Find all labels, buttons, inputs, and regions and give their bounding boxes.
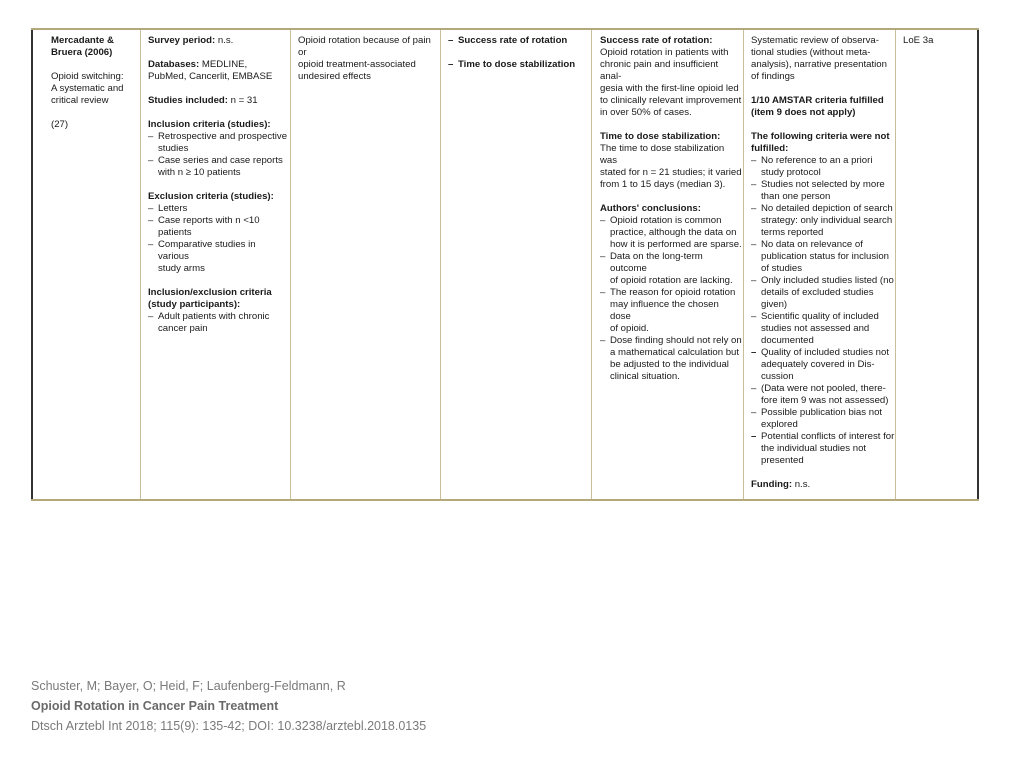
study-title: critical review [51,95,109,106]
results-heading: Authors' conclusions: [600,203,701,214]
survey-label: Survey period: [148,35,216,46]
databases-value: PubMed, Cancerlit, EMBASE [148,71,273,82]
list-item: – Success rate of rotation [448,35,590,47]
results-heading: Success rate of rotation: [600,35,713,46]
evidence-table [31,28,979,501]
funding-label: Funding: [751,479,793,490]
results-text: in over 50% of cases. [600,107,692,118]
funding-value: n.s. [792,479,811,490]
studies-included [148,95,288,107]
results-text: gesia with the first-line opioid led [600,83,739,94]
column-divider [591,30,592,499]
list-item: – Opioid rotation is common practice, although the data on how it is performed are sparse. [600,215,742,251]
list-item: – Data on the long-term outcome of opioid rotation are lacking. [600,251,742,287]
survey-period [148,35,288,47]
studies-value: n = 31 [227,95,258,106]
conclusions-list [600,215,742,383]
list-item: – Adult patients with chronic cancer pain [148,311,288,335]
participants-list [148,311,288,335]
participants-heading: Inclusion/exclusion criteria [148,287,272,298]
amstar-heading: (item 9 does not apply) [751,107,856,118]
results-text: chronic pain and insufficient anal- [600,59,719,82]
study-reference: (27) [51,119,69,130]
column-divider [895,30,896,499]
list-item: – Case reports with n <10 patients [148,215,288,239]
list-item: – Letters [148,203,288,215]
column-divider [440,30,441,499]
table-right-border [977,30,979,499]
methods-cell [148,35,288,335]
list-item: – The reason for opioid rotation may influence the chosen dose of opioid. [600,287,742,335]
list-item: – Comparative studies in various study arms [148,239,288,275]
quality-cell [751,35,895,491]
inclusion-list [148,131,288,179]
study-cell [51,35,139,131]
level-of-evidence: LoE 3a [903,35,934,46]
list-item: – Possible publication bias not explored [751,407,895,431]
list-item: – Scientific quality of included studies not assessed and documented [751,311,895,347]
list-item: – Time to dose stabilization [448,59,590,71]
results-text: to clinically relevant improvement [600,95,742,106]
criteria-heading: fulfilled: [751,143,789,154]
list-item: – Case series and case reports with n ≥ 10 patients [148,155,288,179]
inclusion-heading: Inclusion criteria (studies): [148,119,271,130]
list-item: – Quality of included studies not adequately covered in Dis- cussion [751,347,895,383]
criteria-list [751,155,895,467]
survey-value: n.s. [215,35,234,46]
results-text: from 1 to 15 days (median 3). [600,179,726,190]
amstar-heading: 1/10 AMSTAR criteria fulfilled [751,95,884,106]
funding [751,479,895,491]
footer-title: Opioid Rotation in Cancer Pain Treatment [31,699,279,713]
exclusion-heading: Exclusion criteria (studies): [148,191,274,202]
quality-text: of findings [751,71,795,82]
study-title: Opioid switching: [51,71,124,82]
participants-heading: (study participants): [148,299,241,310]
intervention-text: undesired effects [298,71,371,82]
quality-text: Systematic review of observa- [751,35,879,46]
outcomes-cell [448,35,590,71]
list-item: – Only included studies listed (no details of excluded studies given) [751,275,895,311]
results-cell [600,35,742,383]
list-item: – Retrospective and prospective studies [148,131,288,155]
column-divider [290,30,291,499]
list-item: – (Data were not pooled, there- fore item 9 was not assessed) [751,383,895,407]
list-item: – No reference to an a priori study protocol [751,155,895,179]
studies-label: Studies included: [148,95,228,106]
databases-label: Databases: [148,59,200,70]
outcomes-list [448,35,590,71]
results-text: stated for n = 21 studies; it varied [600,167,742,178]
table-left-border [31,30,33,499]
intervention-text: Opioid rotation because of pain or [298,35,431,58]
study-author: Bruera (2006) [51,47,113,58]
column-divider [140,30,141,499]
study-author: Mercadante & [51,35,114,46]
databases [148,59,288,71]
list-item: – No detailed depiction of search strategy: only individual search terms reported [751,203,895,239]
loe-cell [903,35,973,47]
list-item: – Potential conflicts of interest for the individual studies not presented [751,431,895,467]
databases-value: MEDLINE, [199,59,248,70]
quality-text: tional studies (without meta- [751,47,871,58]
column-divider [743,30,744,499]
results-text: The time to dose stabilization was [600,143,725,166]
criteria-heading: The following criteria were not [751,131,890,142]
list-item: – Studies not selected by more than one person [751,179,895,203]
intervention-cell [298,35,440,83]
quality-text: analysis), narrative presentation [751,59,887,70]
intervention-text: opioid treatment-associated [298,59,416,70]
list-item: – No data on relevance of publication status for inclusion of studies [751,239,895,275]
study-title: A systematic and [51,83,124,94]
results-text: Opioid rotation in patients with [600,47,729,58]
footer-citation: Dtsch Arztebl Int 2018; 115(9): 135-42; DOI: 10.3238/arztebl.2018.0135 [31,719,427,733]
footer-authors: Schuster, M; Bayer, O; Heid, F; Laufenberg-Feldmann, R [31,679,346,693]
list-item: – Dose finding should not rely on a mathematical calculation but be adjusted to the individual clinical situation. [600,335,742,383]
results-heading: Time to dose stabilization: [600,131,721,142]
exclusion-list [148,203,288,275]
